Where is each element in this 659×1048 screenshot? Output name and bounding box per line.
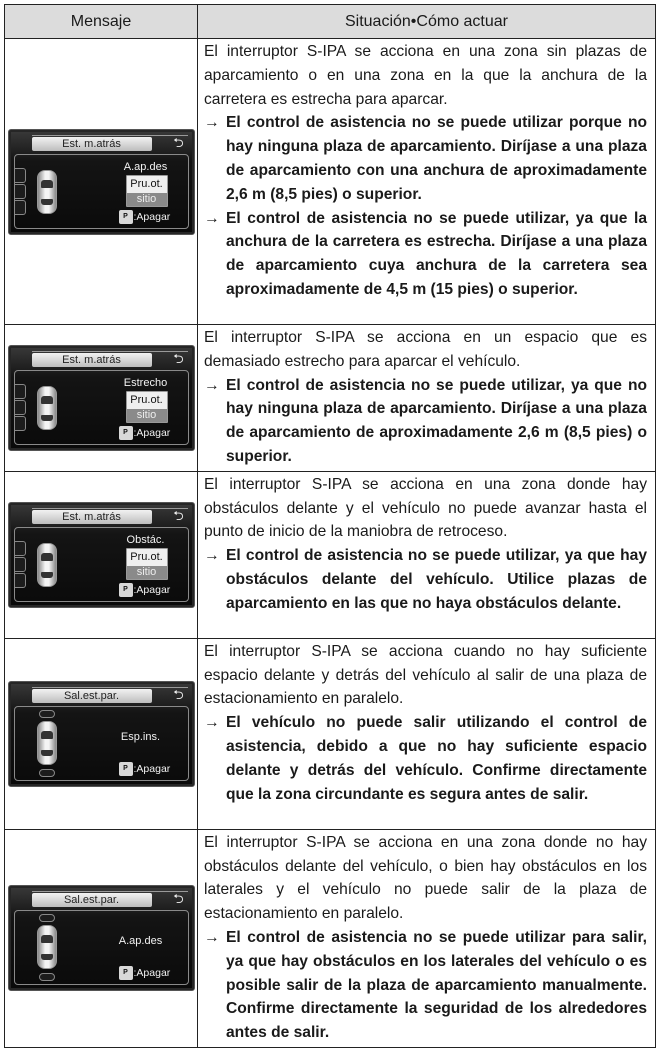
rear-obstacle-icon xyxy=(39,973,55,981)
parking-switch-icon: P xyxy=(119,426,133,440)
action-text: El control de asistencia no se puede utilizar, ya que no hay ninguna plaza de aparcamiento. Diríjase a una plaza de aparcamiento de aproximadamente 2,6 m (8,5 pies) o superior. xyxy=(226,376,647,465)
header-mensaje: Mensaje xyxy=(5,5,198,39)
action-item xyxy=(204,207,647,302)
parking-slot-icon xyxy=(15,541,26,556)
action-item xyxy=(204,926,647,1045)
parking-switch-icon: P xyxy=(119,762,133,776)
button-label-top: Pru.ot. xyxy=(127,392,167,409)
arrow-icon: → xyxy=(204,547,220,565)
header-situacion: Situación•Cómo actuar xyxy=(198,5,656,39)
vehicle-icon xyxy=(37,386,57,430)
off-row xyxy=(119,210,171,224)
display-panel xyxy=(14,706,189,781)
display-panel xyxy=(14,527,189,602)
arrow-icon: → xyxy=(204,714,220,732)
status-label: A.ap.des xyxy=(123,160,168,173)
parking-slot-icon xyxy=(15,184,26,199)
display-header xyxy=(32,351,188,368)
situation-text: El interruptor S-IPA se acciona en una zona donde no hay obstáculos delante del vehículo, o bien hay obstáculos en los laterales y el vehículo no puede salir de la plaza de estacionamiento en paralelo. xyxy=(204,833,647,923)
action-item xyxy=(204,374,647,469)
situation-cell xyxy=(198,829,656,1047)
message-cell xyxy=(5,325,198,472)
situation-text: El interruptor S-IPA se acciona en una zona sin plazas de aparcamiento o en una zona en la que la anchura de la carretera es estrecha para aparcar. xyxy=(204,43,647,108)
off-row xyxy=(119,762,171,776)
arrow-icon: → xyxy=(204,376,220,394)
message-cell xyxy=(5,39,198,325)
parking-switch-icon: P xyxy=(119,966,133,980)
situation-cell xyxy=(198,638,656,829)
off-row xyxy=(119,426,171,440)
message-display xyxy=(8,129,195,235)
message-cell xyxy=(5,471,198,638)
message-display xyxy=(8,502,195,608)
action-text: El control de asistencia no se puede utilizar para salir, ya que hay obstáculos en los laterales del vehículo o es posible salir de la plaza de aparcamiento manualmente. Confirme directamente la seguridad de los alrededores antes de salir. xyxy=(226,928,647,1042)
off-label: :Apagar xyxy=(133,210,171,223)
situation-cell xyxy=(198,39,656,325)
message-display xyxy=(8,345,195,451)
display-title: Est. m.atrás xyxy=(32,510,152,524)
button-label-top: Pru.ot. xyxy=(127,549,167,566)
back-icon: ⮌ xyxy=(173,507,184,523)
situation-text: El interruptor S-IPA se acciona cuando no hay suficiente espacio delante y detrás del vehículo al salir de una plaza de estacionamiento en paralelo. xyxy=(204,642,647,708)
situation-cell xyxy=(198,471,656,638)
action-text: El control de asistencia no se puede utilizar, ya que hay obstáculos delante del vehículo. Utilice plazas de aparcamiento en las que no haya obstáculos delante. xyxy=(226,547,647,612)
message-cell xyxy=(5,638,198,829)
display-panel xyxy=(14,370,189,445)
display-header xyxy=(32,687,188,704)
off-label: :Apagar xyxy=(133,967,171,980)
table-header-row xyxy=(5,5,656,39)
table-row xyxy=(5,471,656,638)
display-panel xyxy=(14,910,189,985)
status-label: Esp.ins. xyxy=(120,730,161,743)
situation-text: El interruptor S-IPA se acciona en una zona donde hay obstáculos delante y el vehículo no puede avanzar hasta el punto de inicio de la maniobra de retroceso. xyxy=(204,475,647,541)
message-display xyxy=(8,885,195,991)
parking-slot-icon xyxy=(15,400,26,415)
vehicle-icon xyxy=(37,170,57,214)
button-label-bottom: sitio xyxy=(127,409,167,422)
action-item xyxy=(204,711,647,806)
front-obstacle-icon xyxy=(39,710,55,718)
off-label: :Apagar xyxy=(133,426,171,439)
off-label: :Apagar xyxy=(133,583,171,596)
action-item xyxy=(204,111,647,206)
parking-slot-icon xyxy=(15,416,26,431)
message-display xyxy=(8,681,195,787)
situation-text: El interruptor S-IPA se acciona en un espacio que es demasiado estrecho para aparcar el vehículo. xyxy=(204,329,647,370)
display-title: Est. m.atrás xyxy=(32,137,152,151)
parking-switch-icon: P xyxy=(119,210,133,224)
parking-slot-icon xyxy=(15,573,26,588)
display-title: Sal.est.par. xyxy=(32,689,152,703)
try-other-spot-button xyxy=(126,391,168,423)
off-row xyxy=(119,583,171,597)
display-panel xyxy=(14,154,189,229)
arrow-icon: → xyxy=(204,928,220,946)
vehicle-icon xyxy=(37,925,57,969)
message-cell xyxy=(5,829,198,1047)
table-row xyxy=(5,829,656,1047)
parking-slot-icon xyxy=(15,384,26,399)
table-row xyxy=(5,325,656,472)
parking-slot-icon xyxy=(15,557,26,572)
button-label-bottom: sitio xyxy=(127,566,167,579)
off-row xyxy=(119,966,171,980)
try-other-spot-button xyxy=(126,548,168,580)
status-label: Obstác. xyxy=(126,533,165,546)
vehicle-icon xyxy=(37,543,57,587)
display-header xyxy=(32,135,188,152)
display-header xyxy=(32,508,188,525)
back-icon: ⮌ xyxy=(173,891,184,907)
status-label: A.ap.des xyxy=(118,935,163,948)
vehicle-icon xyxy=(37,721,57,765)
display-header xyxy=(32,891,188,908)
arrow-icon: → xyxy=(204,209,220,227)
action-text: El control de asistencia no se puede utilizar, ya que la anchura de la carretera es estrecha. Diríjase a una plaza de aparcamiento cuya anchura de la carretera sea aproximadamente de 4,5 m (15 pies) o superior. xyxy=(226,209,647,298)
display-title: Est. m.atrás xyxy=(32,353,152,367)
action-text: El control de asistencia no se puede utilizar porque no hay ninguna plaza de aparcamiento. Diríjase a una plaza de aparcamiento con una anchura de aproximadamente 2,6 m (8,5 pies) o superior. xyxy=(226,114,647,203)
table-row xyxy=(5,638,656,829)
rear-obstacle-icon xyxy=(39,769,55,777)
status-label: Estrecho xyxy=(123,376,168,389)
try-other-spot-button xyxy=(126,175,168,207)
parking-switch-icon: P xyxy=(119,583,133,597)
message-table xyxy=(4,4,656,1048)
situation-cell xyxy=(198,325,656,472)
button-label-bottom: sitio xyxy=(127,193,167,206)
action-text: El vehículo no puede salir utilizando el control de asistencia, debido a que no hay suficiente espacio delante y detrás del vehículo. Confirme directamente que la zona circundante es segura antes de salir. xyxy=(226,714,647,803)
back-icon: ⮌ xyxy=(173,134,184,150)
action-item xyxy=(204,544,647,615)
back-icon: ⮌ xyxy=(173,350,184,366)
table-row xyxy=(5,39,656,325)
off-label: :Apagar xyxy=(133,762,171,775)
arrow-icon: → xyxy=(204,114,220,132)
front-obstacle-icon xyxy=(39,914,55,922)
parking-slot-icon xyxy=(15,200,26,215)
button-label-top: Pru.ot. xyxy=(127,176,167,193)
display-title: Sal.est.par. xyxy=(32,893,152,907)
parking-slot-icon xyxy=(15,168,26,183)
back-icon: ⮌ xyxy=(173,686,184,702)
